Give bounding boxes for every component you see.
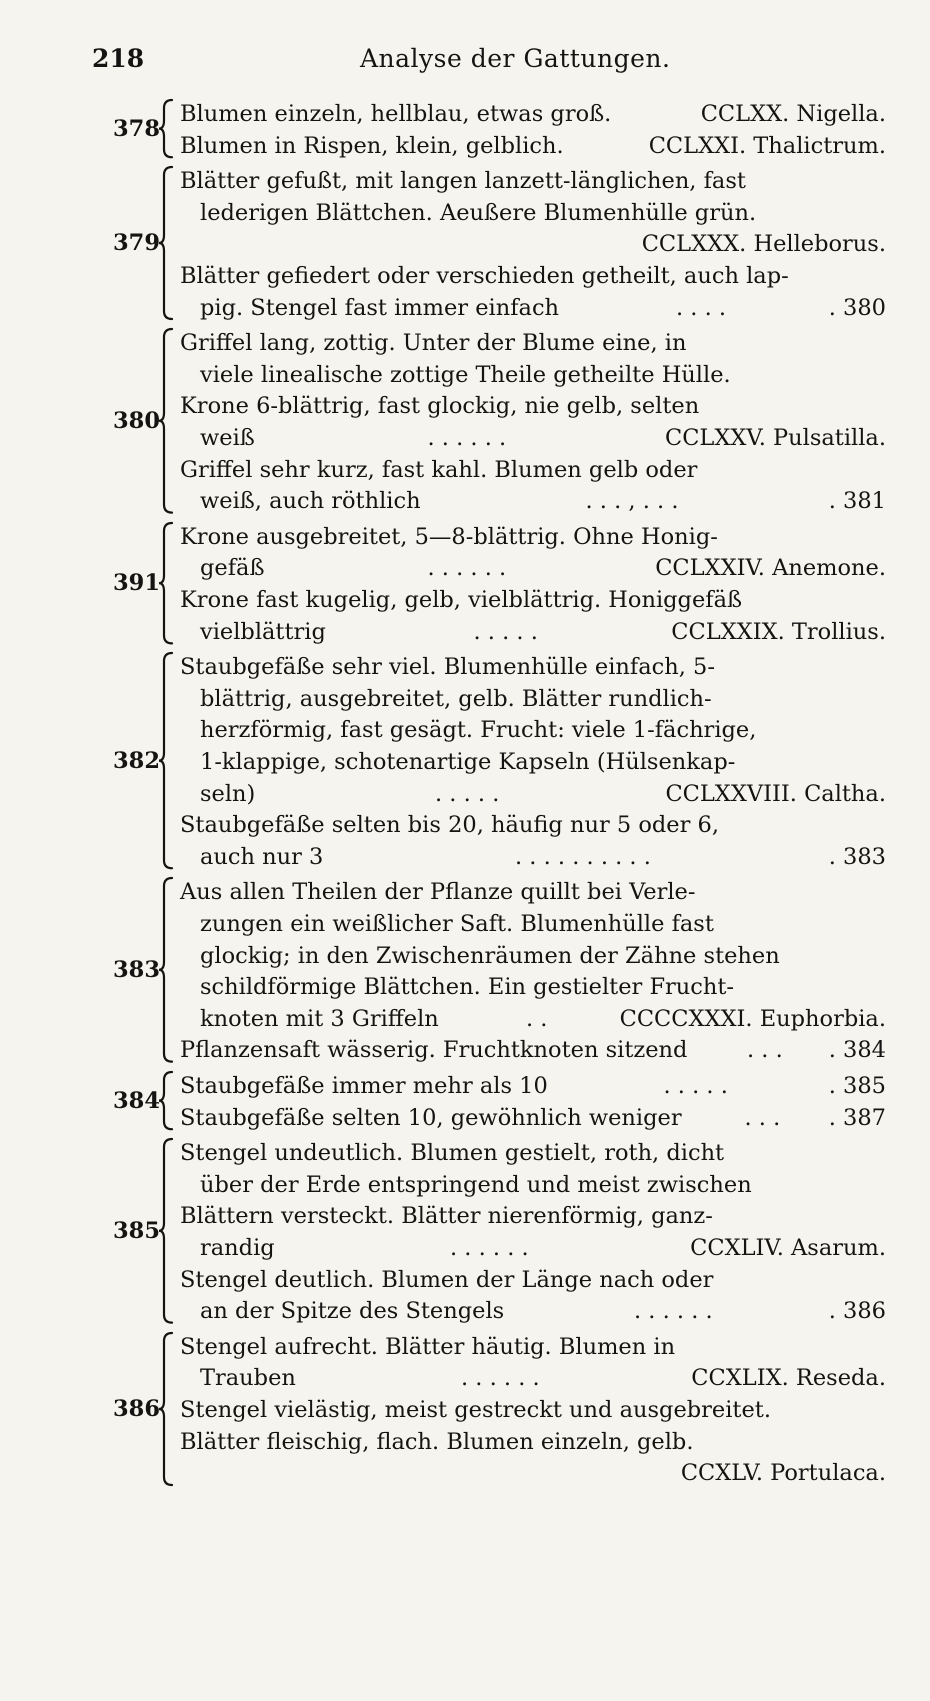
leader-dots: . . . — [744, 1104, 781, 1131]
leader-dots: . . . . . — [435, 780, 500, 807]
key-line — [0, 520, 930, 554]
key-line — [0, 713, 930, 747]
couplet-reference: . 380 — [828, 294, 886, 321]
key-text: lederigen Blättchen. Aeußere Blumenhülle grün. — [200, 199, 757, 226]
key-text: herzförmig, fast gesägt. Frucht: viele 1-fächrige, — [200, 717, 757, 744]
key-text: Blumen in Rispen, klein, gelblich. — [180, 132, 564, 159]
leader-dots: . . . . . . — [450, 1235, 529, 1261]
key-line — [0, 777, 930, 811]
key-line — [0, 196, 930, 230]
key-text: weiß, auch röthlich — [200, 488, 421, 515]
key-line — [0, 615, 930, 649]
leader-dots: . . . . . . — [634, 1298, 713, 1325]
key-text: Staubgefäße selten 10, gewöhnlich weniger — [180, 1104, 682, 1131]
couplet-number: 384 — [113, 1087, 160, 1114]
key-text: weiß — [200, 425, 255, 451]
couplet-number: 379 — [113, 230, 160, 257]
key-text: Staubgefäße sehr viel. Blumenhülle einfach, 5- — [180, 654, 715, 681]
couplet-brace — [158, 98, 174, 159]
couplet-reference: . 387 — [828, 1104, 886, 1131]
key-text: blättrig, ausgebreitet, gelb. Blätter rundlich- — [200, 685, 712, 712]
key-line — [0, 453, 930, 487]
key-text: Griffel sehr kurz, fast kahl. Blumen gelb oder — [180, 456, 698, 483]
key-line — [0, 1330, 930, 1364]
genus-name: CCXLIX. Reseda. — [691, 1365, 886, 1392]
page-number: 218 — [92, 44, 145, 73]
key-text: glockig; in den Zwischenräumen der Zähne stehen — [200, 942, 780, 969]
couplet-brace — [158, 327, 174, 515]
key-text: Stengel vielästig, meist gestreckt und ausgebreitet. — [180, 1397, 771, 1423]
couplet-reference: . 385 — [828, 1073, 886, 1099]
couplet-reference: . 381 — [828, 488, 886, 515]
key-text: Griffel lang, zottig. Unter der Blume eine, in — [180, 330, 687, 357]
leader-dots: . . . . . — [473, 618, 538, 645]
leader-dots: . . . . . . . . . . — [515, 843, 651, 870]
genus-name: CCCCXXXI. Euphorbia. — [619, 1005, 886, 1032]
couplet-brace — [158, 521, 174, 645]
key-text: seln) — [200, 780, 256, 807]
key-text: schildförmige Blättchen. Ein gestielter Frucht- — [200, 974, 735, 1001]
key-text: Pflanzensaft wässerig. Fruchtknoten sitzend — [180, 1037, 688, 1064]
genus-name: CCXLIV. Asarum. — [690, 1235, 886, 1261]
key-line — [0, 1168, 930, 1202]
key-text: Trauben — [200, 1365, 296, 1392]
key-text: Krone ausgebreitet, 5—8-blättrig. Ohne Honig- — [180, 523, 718, 550]
leader-dots: . . . — [747, 1037, 783, 1064]
key-text: vielblättrig — [200, 618, 326, 645]
leader-dots: . . . , . . . — [585, 488, 679, 515]
key-text: Blättern versteckt. Blätter nierenförmig, ganz- — [180, 1203, 713, 1230]
key-text: Staubgefäße selten bis 20, häufig nur 5 oder 6, — [180, 812, 719, 839]
key-line — [0, 1294, 930, 1328]
couplet-number: 378 — [113, 115, 160, 142]
key-line — [0, 259, 930, 293]
key-line — [0, 650, 930, 684]
couplet-reference: . 386 — [828, 1298, 886, 1325]
leader-dots: . . . . . . — [427, 555, 507, 582]
key-line — [0, 1002, 930, 1036]
key-line — [0, 358, 930, 392]
key-line — [0, 291, 930, 325]
key-text: Krone fast kugelig, gelb, vielblättrig. Honiggefäß — [180, 587, 743, 613]
key-line — [0, 875, 930, 909]
key-text: Stengel undeutlich. Blumen gestielt, roth, dicht — [180, 1140, 725, 1167]
key-line — [0, 164, 930, 198]
couplet-number: 380 — [113, 408, 160, 434]
key-text: knoten mit 3 Griffeln — [200, 1005, 439, 1032]
key-text: Krone 6-blättrig, fast glockig, nie gelb, selten — [180, 393, 700, 420]
key-text: Stengel deutlich. Blumen der Länge nach oder — [180, 1266, 714, 1293]
key-text: Blumen einzeln, hellblau, etwas groß. — [180, 101, 612, 127]
couplet-brace — [158, 1331, 174, 1487]
key-text: 1-klappige, schotenartige Kapseln (Hülsenkap- — [200, 749, 736, 775]
couplet-number: 386 — [113, 1395, 160, 1422]
leader-dots: . . — [526, 1005, 548, 1032]
genus-name: CCLXXIV. Anemone. — [655, 555, 886, 582]
genus-name: CCLXXV. Pulsatilla. — [664, 425, 886, 451]
key-text: über der Erde entspringend und meist zwischen — [200, 1171, 752, 1198]
couplet-number: 391 — [113, 570, 160, 596]
key-line — [0, 840, 930, 874]
leader-dots: . . . . . . — [461, 1365, 540, 1392]
key-line — [0, 1033, 930, 1067]
key-text: an der Spitze des Stengels — [200, 1298, 505, 1325]
key-text: Stengel aufrecht. Blätter häutig. Blumen in — [180, 1333, 676, 1360]
couplet-number: 382 — [113, 747, 160, 774]
couplet-brace — [158, 1070, 174, 1131]
key-text: Blätter gefußt, mit langen lanzett-länglichen, fast — [180, 168, 746, 195]
leader-dots: . . . . . . — [427, 425, 507, 451]
couplet-brace — [158, 876, 174, 1064]
key-text: randig — [200, 1235, 275, 1261]
genus-name: CCLXXX. Helleborus. — [641, 231, 886, 258]
key-line — [0, 682, 930, 716]
key-text: Staubgefäße immer mehr als 10 — [180, 1073, 548, 1099]
key-line — [0, 1361, 930, 1395]
key-text: Blätter gefiedert oder verschieden getheilt, auch lap- — [180, 263, 789, 289]
key-line — [0, 1263, 930, 1297]
genus-name: CCLXX. Nigella. — [700, 101, 886, 127]
key-line — [0, 484, 930, 518]
key-line — [0, 808, 930, 842]
key-text: viele linealische zottige Theile getheilte Hülle. — [200, 361, 731, 388]
couplet-brace — [158, 1137, 174, 1325]
key-text: Aus allen Theilen der Pflanze quillt bei Verle- — [180, 879, 696, 906]
key-text: gefäß — [200, 555, 265, 582]
couplet-reference: . 384 — [828, 1037, 886, 1064]
key-text: Blätter fleischig, flach. Blumen einzeln, gelb. — [180, 1428, 694, 1455]
genus-name: CCLXXVIII. Caltha. — [665, 780, 886, 807]
couplet-reference: . 383 — [828, 843, 886, 870]
couplet-number: 385 — [113, 1218, 160, 1244]
key-text: auch nur 3 — [200, 843, 324, 870]
leader-dots: . . . . . — [663, 1073, 728, 1099]
key-line — [0, 1425, 930, 1459]
couplet-number: 383 — [113, 957, 160, 984]
key-line — [0, 1456, 930, 1490]
key-text: pig. Stengel fast immer einfach — [200, 294, 560, 321]
couplet-brace — [158, 165, 174, 321]
running-title: Analyse der Gattungen. — [360, 44, 671, 73]
key-line — [0, 326, 930, 360]
couplet-brace — [158, 651, 174, 870]
key-line — [0, 1136, 930, 1170]
genus-name: CCXLV. Portulaca. — [680, 1460, 886, 1487]
key-line — [0, 907, 930, 941]
genus-name: CCLXXI. Thalictrum. — [648, 132, 886, 159]
genus-name: CCLXXIX. Trollius. — [671, 618, 886, 645]
key-text: zungen ein weißlicher Saft. Blumenhülle fast — [200, 911, 714, 937]
leader-dots: . . . . — [676, 294, 727, 321]
